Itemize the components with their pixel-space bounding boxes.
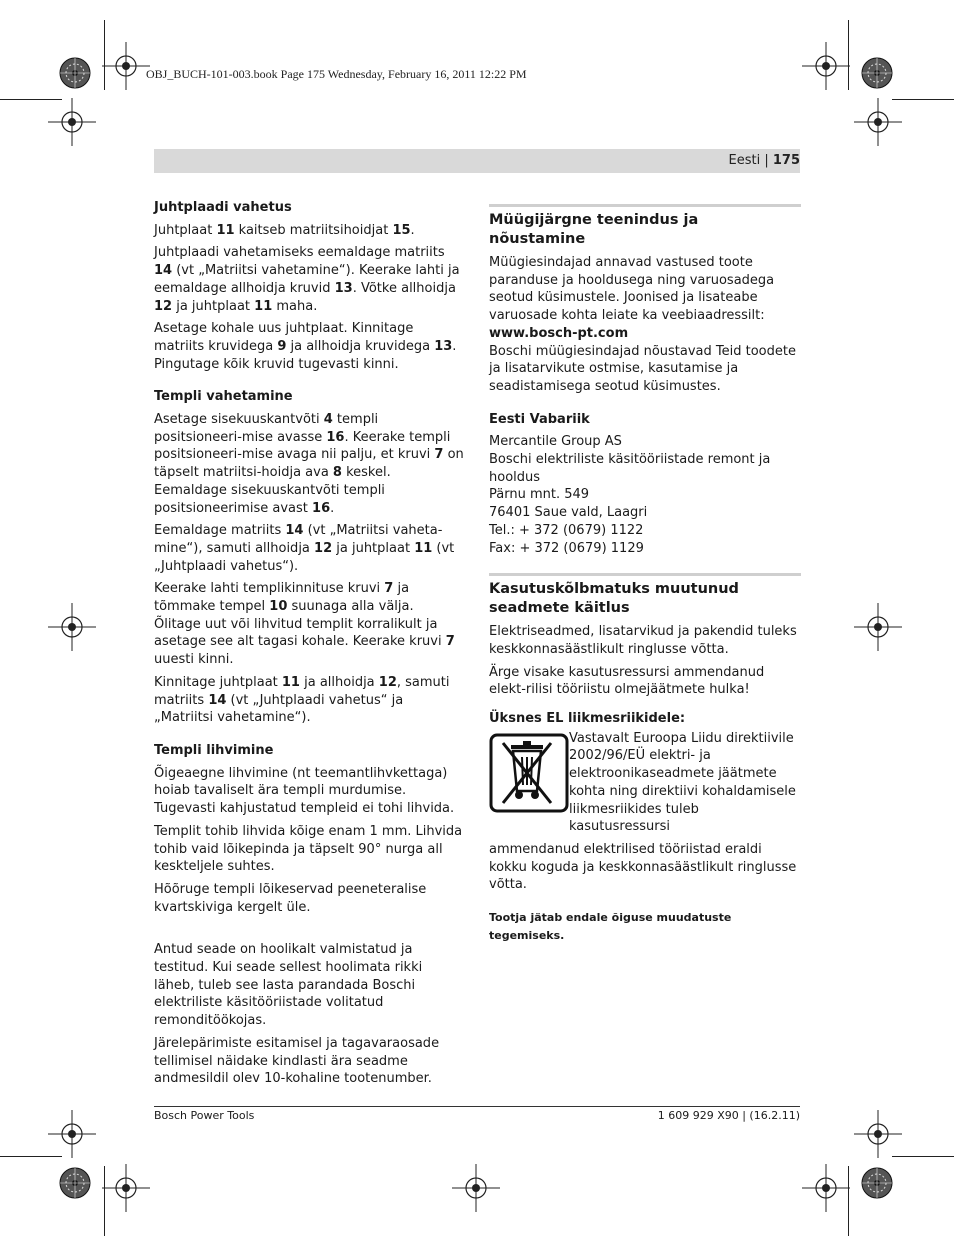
paragraph: Antud seade on hoolikalt valmistatud ja testitud. Kui seade sellest hoolimata rikki läheb, tuleb see lasta parandada Boschi elektriliste käsitööriistade volitatud remonditöökojas. [154,942,423,1029]
website-url: www.bosch-pt.com [489,325,629,341]
section-subtitle: Üksnes EL liikmesriikidele: [489,711,686,727]
registration-target-icon [852,1108,904,1160]
book-slug: OBJ_BUCH-101-003.book Page 175 Wednesday, February 16, 2011 12:22 PM [146,67,527,81]
section-title: Eesti Vabariik [489,411,590,427]
paragraph: Boschi müügiesindajad nõustavad Teid toodete ja lisatarvikute ostmise, kasutamise ja seadistamisega seotud küsimustes. [489,343,796,394]
section-title: Müügijärgne teenindus ja nõustamine [489,212,699,247]
paragraph: Asetage sisekuuskantvõti 4 templi positsioneeri-mise avasse 16. Keerake templi positsioneeri-mise avaga nii palju, et kruvi 7 on täpselt matriitsi-hoidja ava 8 keskel. Eemaldage sisekuuskantvõti templi positsioneerimise avast 16. [154,412,464,516]
header-separator: | [764,153,769,168]
registration-target-icon [46,1108,98,1160]
paragraph: Keerake lahti templikinnituse kruvi 7 ja tõmmake tempel 10 suunaga alla välja. Õlitage uut või lihvitud templit korralikult ja asetage see alt tagasi kohale. Keerake kruvi 7 uuesti kinni. [154,581,455,668]
crossed-out-wheelie-bin-icon [489,733,569,813]
section-title: Templi vahetamine [154,389,293,405]
footer-doc-number: 1 609 929 X90 | (16.2.11) [657,1109,800,1122]
registration-target-icon [100,40,152,92]
right-column [489,204,799,950]
phone-line: Tel.: + 372 (0679) 1122 [489,522,644,538]
section-title: Templi lihvimine [154,742,274,758]
printer-rosette-icon [860,1166,894,1200]
paragraph: Ärge visake kasutusressursi ammendanud elekt-rilisi tööriistu olmejäätmete hulka! [489,664,765,698]
paragraph: Eemaldage matriits 14 (vt „Matriitsi vaheta-mine“), samuti allhoidja 12 ja juhtplaat 11 (vt „Juhtplaadi vahetus“). [154,523,455,574]
page-number: 175 [772,153,800,168]
header-language: Eesti [728,153,761,168]
page-header-bar [154,149,800,173]
registration-target-icon [46,96,98,148]
left-column [154,199,464,1093]
fax-line: Fax: + 372 (0679) 1129 [489,540,644,556]
registration-target-icon [46,601,98,653]
section-title: Kasutuskõlbmatuks muutunud seadmete käitlus [489,581,739,617]
paragraph: Müügiesindajad annavad vastused toote paranduse ja hooldusega ning varuosadega seotud küsimustele. Joonised ja lisateabe varuosade kohta leiate ka veebiaadressilt: [489,255,775,324]
paragraph: ammendanud elektrilised tööriistad eraldi kokku koguda ja keskkonnasäästlikult ringlusse võtta. [489,841,797,893]
paragraph: Vastavalt Euroopa Liidu direktiivile 2002/96/EÜ elektri- ja elektroonikaseadmete jäätmete kohta ning direktiivi kohaldamisele liikmesriikides tuleb kasutusressursi [569,730,796,835]
paragraph: Juhtplaadi vahetamiseks eemaldage matriits 14 (vt „Matriitsi vahetamine“). Keerake lahti ja eemaldage allhoidja kruvid 13. Võtke allhoidja 12 ja juhtplaat 11 maha. [154,245,460,314]
footer-brand: Bosch Power Tools [154,1109,255,1122]
registration-target-icon [800,40,852,92]
legal-note: Tootja jätab endale õiguse muudatuste tegemiseks. [489,911,732,942]
paragraph: Juhtplaat 11 kaitseb matriitsihoidjat 15. [154,222,415,238]
paragraph: Õigeaegne lihvimine (nt teemantlihvkettaga) hoiab tavaliselt ära templi murdumise. Tugevasti kahjustatud templeid ei tohi lihvida. [154,765,455,817]
registration-target-icon [852,96,904,148]
address-line: Pärnu mnt. 549 [489,487,590,503]
paragraph: Asetage kohale uus juhtplaat. Kinnitage matriits kruvidega 9 ja allhoidja kruvidega 13. Pingutage kõik kruvid tugevasti kinni. [154,321,457,372]
printer-rosette-icon [860,56,894,90]
printer-rosette-icon [58,1166,92,1200]
paragraph: Templit tohib lihvida kõige enam 1 mm. Lihvida tohib vaid lõikepinda ja täpselt 90° nurga all keskteljele suhtes. [154,823,463,875]
paragraph: Elektriseadmed, lisatarvikud ja pakendid tuleks keskkonnasäästlikult ringlusse võtta. [489,624,797,657]
address-line: 76401 Saue vald, Laagri [489,505,648,521]
registration-target-icon [852,601,904,653]
section-rule [489,573,801,576]
registration-target-icon [450,1162,502,1214]
page-header [728,153,800,168]
weee-block [489,730,799,841]
paragraph: Hõõruge templi lõikeservad peeneteralise kvartskiviga kergelt üle. [154,881,427,915]
registration-target-icon [100,1162,152,1214]
address-line: Mercantile Group AS [489,434,622,450]
registration-target-icon [800,1162,852,1214]
section-rule [489,204,801,207]
address-block [489,433,799,557]
paragraph: Kinnitage juhtplaat 11 ja allhoidja 12, samuti matriits 14 (vt „Juhtplaadi vahetus“ ja „Matriitsi vahetamine“). [154,674,450,726]
footer-rule [154,1106,800,1107]
paragraph: Järelepärimiste esitamisel ja tagavaraosade tellimisel näidake kindlasti ära seadme andmesildil olev 10-kohaline tootenumber. [154,1035,440,1087]
section-title: Juhtplaadi vahetus [154,200,292,215]
printer-rosette-icon [58,56,92,90]
address-line: Boschi elektriliste käsitööriistade remont ja hooldus [489,452,771,485]
